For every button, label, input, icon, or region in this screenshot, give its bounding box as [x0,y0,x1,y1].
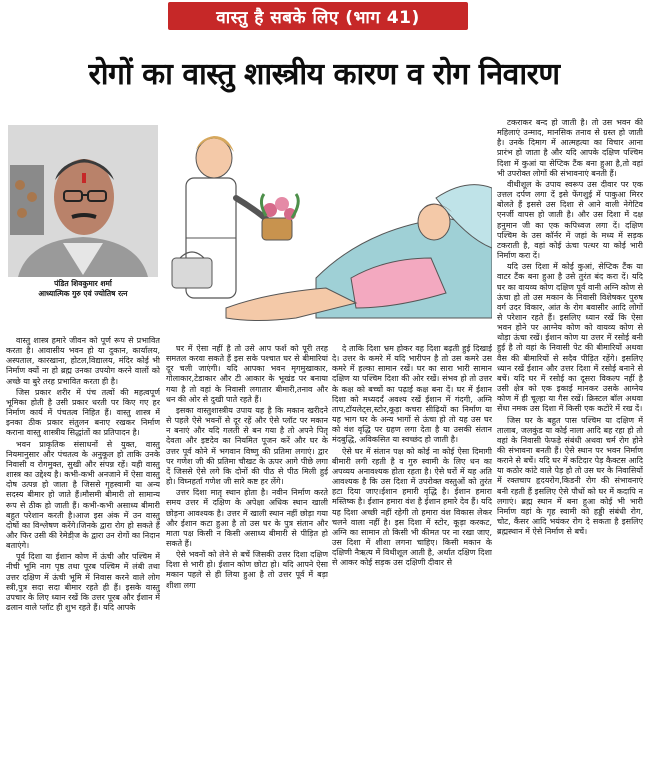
author-photo [8,125,158,277]
author-name: पंडित शिवकुमार शर्मा [54,279,112,288]
paragraph: दे ताकि दिशा भ्रम होकर वह दिशा बढ़ती हुई दिखाई दे। उत्तर के कमरे में यदि भारीपन है तो उस कमरे उस कमरे में हल्का सामान रखें। घर का सारा भारी सामान दक्षिण या पश्चिम दिशा की ओर रखें। संभव हो तो उत्तर के कक्ष को बच्चों का पढ़ाई कक्ष बना दें। घर में ईशान दिशा को मध्यदर्दं अवश्य रखें ईशान में गंदगी, अग्नि ताप,टॉयलेट्स,स्टोर,कूड़ा कचरा सीढ़ियों का निर्माण या यह भाग घर के अन्य भागों से ऊंचा हो तो यह उस घर को वंश वृद्धि पर ग्रहण लगा देता है या उसकी संतान मंदबुद्धि, अविकसित या स्वच्छंद हो जाती है। [332,344,492,445]
paragraph: जिस घर के बहुत पास पश्चिम या दक्षिण में तालाब, जलकुंड या कोई नाला आदि बह रहा हो तो वहां के निवासी फेफड़े संबंधी अथवा चर्म रोग होने की संभावना बनती हैं। ऐसे स्थान पर भवन निर्माण कराने से बचें। यदि घर में कटिदार पेड़ कैक्टस आदि या कठोर कांटे वाले पेड़ हो तो उस घर के निवासियों में रक्तचाप हृदयरोग,किडनी रोग की संभावनाएं बनी रहती हैं इसलिए ऐसे पौधों को घर में कदापि न लगाएं। ब्रह्म स्थान में बना हुआ कोई भी भारी निर्माण वहां के गृह स्वामी को हड्डी संबंधी रोग, चोट, कैंसर आदि भयंकर रोग दे सकता है इसलिए ब्रह्मस्थान में ऐसे निर्माण से बचें। [497,415,643,537]
article-column-2 [166,344,328,756]
paragraph: पूर्व दिशा या ईशान कोण में ऊंची और पश्चिम में नीची भूमि नाग पृष्ठ तथा पूरब पश्चिम में लंबी तथा उत्तर दक्षिण में ऊंची भूमि में निवास करने वाले लोग स्त्री,पुत्र सदा सदा बीमार रहते ही हैं। इसके वास्तु उपचार के लिए ध्यान रखें कि उत्तर पूरब और ईशान में ढलान वाले प्लॉट ही शुभ रहते हैं। यदि आपके [6,552,160,613]
article-column-4 [497,118,643,756]
paragraph: भवन प्राकृतिक संसाधनों से युक्त, वास्तु नियमानुसार और पंचतत्व के अनुकूल हो ताकि उनके निवासी व रोगमुक्त, सुखी और संपन्न रहें। यही वास्तु शास्त्र का उद्देश्य है। कभी-कभी अनजाने में ऐसा वास्तु दोष उत्पन्न हो जाता है जिससे गृहस्वामी या अन्य सदस्य बीमार हो जाते हैं।मौसमी बीमारी तो सामान्य रूप से ठीक हो जाती हैं। कभी-कभी असाध्य बीमारी बहुत परेशान करती है।आज इस अंक में उन वास्तु दोषों का विश्लेषण करेंगे।जिनके द्वारा रोग हो सकते हैं और फिर उसी की रेमेडी़ज के द्वारा उन रोगों का निदान बताएंगे। [6,439,160,551]
author-designation: आध्यात्मिक गुरु एवं ज्योतिष रत्न [38,289,128,298]
series-banner [168,2,468,30]
paragraph: घर में ऐसा नहीं है तो उसे आप फर्श को पूरी तरह समतल करवा सकते हैं इस सके पश्चात घर से बीमारियां दूर चली जाएंगी। यदि आपका भवन मृगमुखाकार, गोलाकार,टेडाकार और टी आकार के भूखंड पर बनाया गया है तो वहां के निवासी लगातार बीमारी,तनाव और धन की ओर से दुखी पाते रहते हैं। [166,344,328,404]
paragraph: ऐसे घर में संतान पक्ष को कोई ना कोई ऐसा दिमागी बीमारी लगी रहती है व गुरु स्वामी के लिए धन का अपव्यय अनावश्यक होता रहता है। ऐसे घरों में यह अति आवश्यक है कि उस दिशा में उपरोक्त वस्तुओं को तुरंत हटा दिया जाए।ईशान हमारी वृद्धि है। ईशान हमारा मस्तिष्क है। ईशान हमारा वंश है ईशान हमारे देव हैं। यदि यह दिशा अच्छी नहीं रहेगी तो हमारा वंश विकास लेकर चलने वाला नहीं है। इस दिशा में स्टोर, कूड़ा करकट, अग्नि का सामान तो किसी भी कीमत पर ना रखा जाए, उस दिशा में शीशा लगना चाहिए। किसी मकान के दक्षिणी नैऋत्य में विथीशूल आती है, अर्थात दक्षिण दिशा से आकर कोई सड़क उस दक्षिणी दीवार से [332,446,492,568]
headline-text: रोगों का वास्तु शास्त्रीय कारण व रोग निवारण [88,56,560,92]
author-caption [8,279,158,299]
paragraph: ऐसे भवनों को लेने से बचें जिसकी उत्तर दिशा दक्षिण दिशा से भारी हो। ईशान कोण छोटा हो। यदि आपने ऐसा मकान पहले से ही लिया हुआ है तो उत्तर पूर्व में बड़ा शीशा लगा [166,550,328,590]
paragraph: इसका वास्तुशास्त्रीय उपाय यह है कि मकान खरीदने से पहले ऐसे भवनों से दूर रहें और ऐसे प्लॉट पर मकान न बनाएं और यदि गलती से बन गया है तो अपने पितृ देवता और इष्टदेव का नियमित पूजन करें और घर के उत्तर पूर्व कोने में भगवान विष्णु की प्रतिमा लगाएं। द्वार पर गणेश जी की प्रतिमा चौखट के ऊपर आगे पीछे लगा दें जिससे ऐसे लगे कि दोनों की पीठ से पीठ मिली हुई हो। विघ्नहर्ता गणेश जी सारे कष्ट हर लेंगे। [166,405,328,487]
headline [0,48,648,96]
paragraph: जिस प्रकार शरीर में पंच तत्वों की महत्वपूर्ण भूमिका होती है उसी प्रकार धरती पर किए गए हर निर्माण कार्य में पंचतत्व निहित हैं। वास्तु शास्त्र में इनका ठीक प्रकार संतुलन बनाए रखकर निर्माण कराना वास्तु शास्त्रीय सिद्धांतों का प्रतिपादन है। [6,387,160,438]
paragraph: यदि उस दिशा में कोई कुआं, सेप्टिक टैंक या वाटर टैंक बना हुआ है उसे तुरंत बंद करा दें। यदि घर का वायव्य कोण दक्षिण पूर्व वानी अग्नि कोण से ऊंचा हो तो उस मकान के निवासी विशेषकर पुरुष वर्ग उदर विकार, आंत के रोग बवासीर आदि लोगों से परेशान रहते हैं। इसलिए ध्यान रखें कि ऐसा भवन होने पर आग्नेय कोण को वायव्य कोण से थोड़ा ऊंचा रखें। ईशान कोण या उत्तर में रसोई बनी हुई है तो वहां के निवासी पेट की बीमारियों अथवा वैस की बीमारियों से सदैव पीड़ित रहेंगे। इसलिए ध्यान रखें ईशान और उत्तर दिशा में रसोई बनाने से बचें। यदि घर में रसोई का दूसरा विकल्प नहीं है उसी क्षेत्र को एक इकाई मानकर उसके आग्नेय कोण में ही चूल्हा या गैस रखें। क्रिस्टल बॉल अथवा सेंधा नमक उस दिशा में किसी एक कटोरे में रख दें। [497,262,643,414]
paragraph: टकराकर बन्द हो जाती है। तो उस भवन की महिलाएं उन्माद, मानसिक तनाव से ग्रस्त हो जाती है। उनके दिमाग में आत्महत्या का विचार आना प्रारंभ हो जाता है और यदि आपके दक्षिण पश्चिम दिशा में कुआं या सेप्टिक टैंक बना हुआ है,तो वहां भी उपरोक्त लोगों की संभावनाएं बनती हैं। [497,118,643,178]
paragraph: उत्तर दिशा मातृ स्थान होता है। नवीन निर्माण करते समय उत्तर में दक्षिण के अपेक्षा अधिक स्थान खाली छोड़ना आवश्यक है। उत्तर में खाली स्थान नहीं छोड़ा गया और ईशान कटा हुआ है तो उस घर के पुत्र संतान और माता पक्ष किसी न किसी असाध्य बीमारी से पीड़ित हो सकते हैं। [166,488,328,548]
article-column-1 [6,336,160,756]
series-banner-text: वास्तु है सबके लिए (भाग 41) [216,7,420,28]
paragraph: वास्तु शास्त्र हमारे जीवन को पूर्ण रूप से प्रभावित करता है। आवासीय भवन हो या दुकान, कार्यालय, अस्पताल, कारखाना, होटल,विद्यालय, मंदिर कोई भी निर्माण क्यों ना हो ब्रह्म उनका उपयोग करने वालों को अच्छे या बुरे तरह प्रभावित करता ही है। [6,336,160,386]
paragraph: वीथीशूल के उपाय स्वरूप उस दीवार पर एक उत्तल दर्पण लगा दें इसे फेंगशुई में पाकुआ मिरर बोलते हैं इससे उस दिशा से आने वाली नेगेटिव एनर्जी वापस हो जाती है। और उस दिशा में दक्ष हनुमान जी का एक कपिध्वज लगा दें। दक्षिण पश्चिम के उस कॉर्नर में जहां के मध्य में सड़क टकराती है, वहां कोई ऊंचा पत्थर या कोई भारी निर्माण करा दें। [497,179,643,261]
doctor-patient-illustration [166,118,492,332]
article-column-3 [332,344,492,756]
